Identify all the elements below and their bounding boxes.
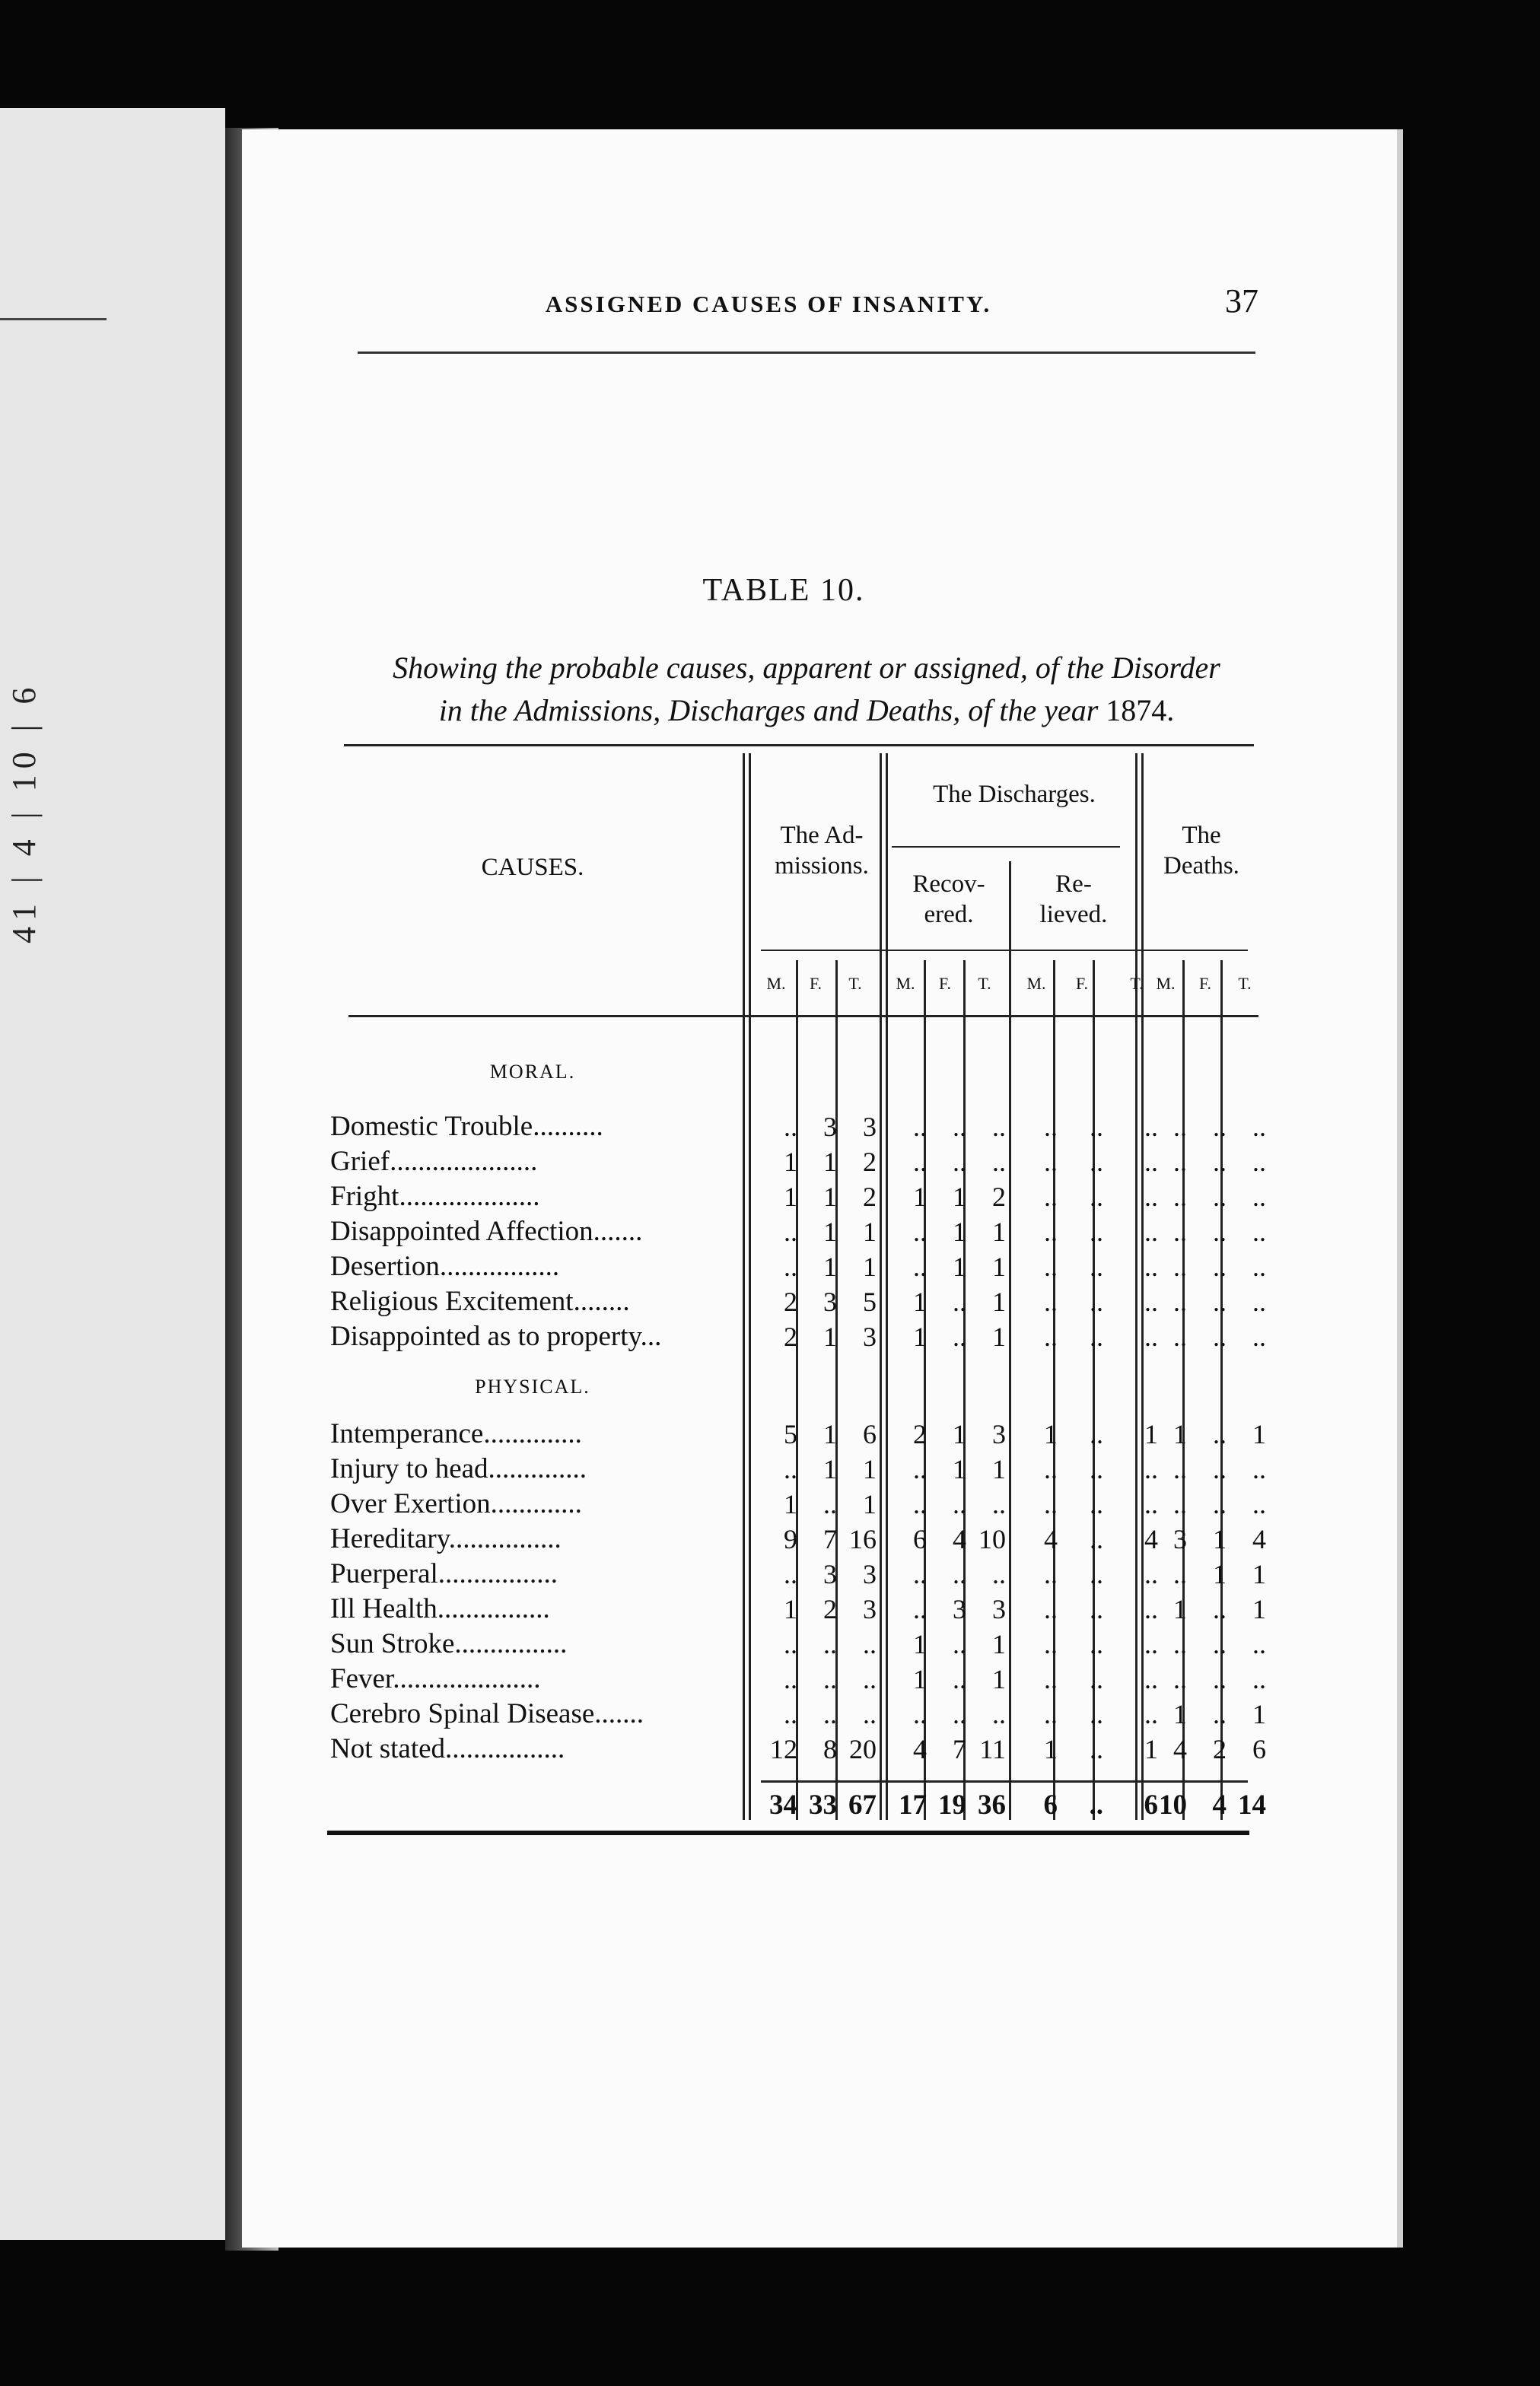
table-cell: .. bbox=[913, 1594, 927, 1624]
table-cell: 2 bbox=[863, 1182, 877, 1212]
table-cell: 1 bbox=[863, 1252, 877, 1282]
column-rule bbox=[880, 753, 882, 1820]
table-cell: .. bbox=[1090, 1594, 1103, 1624]
table-cell: .. bbox=[1213, 1594, 1227, 1624]
cause-label: Cerebro Spinal Disease....... bbox=[330, 1698, 644, 1729]
table-cell: 2 bbox=[992, 1182, 1006, 1212]
table-cell: .. bbox=[1090, 1287, 1103, 1317]
table-cell: .. bbox=[1252, 1322, 1266, 1352]
table-cell: .. bbox=[1044, 1322, 1058, 1352]
table-cell: 1 bbox=[953, 1419, 966, 1449]
table-cell: .. bbox=[823, 1629, 837, 1659]
total-cell: 34 bbox=[769, 1790, 797, 1821]
table-cell: .. bbox=[1213, 1182, 1227, 1212]
table-top-rule bbox=[344, 744, 1254, 746]
table-cell: .. bbox=[913, 1559, 927, 1589]
admissions-header-line-2: missions. bbox=[775, 852, 869, 880]
causes-header: CAUSES. bbox=[481, 854, 584, 881]
table-cell: .. bbox=[1090, 1322, 1103, 1352]
table-cell: .. bbox=[913, 1454, 927, 1484]
table-cell: .. bbox=[992, 1489, 1006, 1519]
table-cell: .. bbox=[1213, 1454, 1227, 1484]
table-cell: 9 bbox=[784, 1524, 797, 1554]
table-cell: 1 bbox=[1173, 1699, 1187, 1729]
table-cell: .. bbox=[913, 1217, 927, 1247]
table-cell: .. bbox=[823, 1489, 837, 1519]
facing-page-rule bbox=[0, 318, 107, 320]
table-cell: 1 bbox=[1213, 1559, 1227, 1589]
table-cell: 2 bbox=[1213, 1734, 1227, 1764]
recovered-header-line-2: ered. bbox=[924, 901, 974, 928]
table-cell: 2 bbox=[784, 1322, 797, 1352]
table-cell: .. bbox=[913, 1112, 927, 1142]
table-cell: .. bbox=[1252, 1287, 1266, 1317]
facing-page bbox=[0, 108, 225, 2240]
discharges-header: The Discharges. bbox=[933, 781, 1096, 808]
cause-label: Domestic Trouble.......... bbox=[330, 1111, 603, 1142]
table-cell: 1 bbox=[784, 1594, 797, 1624]
table-cell: 1 bbox=[1252, 1559, 1266, 1589]
table-cell: .. bbox=[953, 1112, 966, 1142]
table-cell: .. bbox=[1144, 1252, 1158, 1282]
subheader-cell: T. bbox=[1130, 974, 1144, 993]
table-cell: 3 bbox=[1173, 1524, 1187, 1554]
cause-label: Ill Health................ bbox=[330, 1593, 550, 1624]
table-cell: 2 bbox=[863, 1147, 877, 1177]
total-cell: 6 bbox=[1144, 1790, 1158, 1821]
table-cell: .. bbox=[1173, 1322, 1187, 1352]
cause-label: Disappointed as to property... bbox=[330, 1321, 662, 1352]
cause-label: Not stated................. bbox=[330, 1733, 565, 1764]
table-cell: 1 bbox=[784, 1489, 797, 1519]
column-rule bbox=[749, 753, 751, 1820]
table-cell: .. bbox=[1173, 1454, 1187, 1484]
table-cell: .. bbox=[784, 1252, 797, 1282]
table-cell: .. bbox=[1144, 1182, 1158, 1212]
table-cell: 1 bbox=[953, 1454, 966, 1484]
table-cell: 1 bbox=[1252, 1419, 1266, 1449]
total-cell: 4 bbox=[1212, 1790, 1227, 1821]
page-number: 37 bbox=[1225, 282, 1258, 320]
caption-year: 1874. bbox=[1106, 693, 1175, 727]
recovered-header-line-1: Recov- bbox=[912, 870, 985, 898]
table-cell: 16 bbox=[849, 1524, 877, 1554]
table-cell: 2 bbox=[823, 1594, 837, 1624]
subheader-cell: F. bbox=[810, 974, 822, 993]
table-cell: .. bbox=[1144, 1559, 1158, 1589]
table-cell: 20 bbox=[849, 1734, 877, 1764]
table-cell: 1 bbox=[953, 1252, 966, 1282]
table-cell: .. bbox=[913, 1147, 927, 1177]
table-cell: .. bbox=[1090, 1489, 1103, 1519]
table-cell: 1 bbox=[1252, 1699, 1266, 1729]
table-cell: 4 bbox=[1173, 1734, 1187, 1764]
table-cell: 1 bbox=[992, 1629, 1006, 1659]
table-cell: .. bbox=[784, 1699, 797, 1729]
facing-page-edge-text: 41 | 4 | 10 | 6 bbox=[5, 681, 43, 943]
cause-label: Religious Excitement........ bbox=[330, 1286, 630, 1317]
table-cell: .. bbox=[1213, 1252, 1227, 1282]
table-cell: .. bbox=[1044, 1454, 1058, 1484]
table-cell: .. bbox=[1213, 1217, 1227, 1247]
table-cell: .. bbox=[1252, 1489, 1266, 1519]
totals-rule bbox=[761, 1780, 1248, 1783]
table-cell: .. bbox=[1173, 1559, 1187, 1589]
table-cell: .. bbox=[1090, 1559, 1103, 1589]
cause-label: Over Exertion............. bbox=[330, 1488, 582, 1519]
table-cell: 3 bbox=[823, 1287, 837, 1317]
table-cell: 1 bbox=[823, 1147, 837, 1177]
relieved-header bbox=[1017, 869, 1131, 930]
table-cell: .. bbox=[1213, 1322, 1227, 1352]
table-cell: 1 bbox=[992, 1217, 1006, 1247]
table-cell: .. bbox=[1044, 1252, 1058, 1282]
table-cell: .. bbox=[1213, 1664, 1227, 1694]
deaths-header-line-1: The bbox=[1182, 822, 1221, 849]
subheader-cell: T. bbox=[848, 974, 862, 993]
table-cell: .. bbox=[823, 1699, 837, 1729]
table-cell: .. bbox=[953, 1147, 966, 1177]
header-rule bbox=[358, 352, 1255, 354]
cause-label: Sun Stroke................ bbox=[330, 1628, 568, 1659]
table-cell: .. bbox=[992, 1112, 1006, 1142]
table-cell: 5 bbox=[784, 1419, 797, 1449]
table-cell: 1 bbox=[992, 1322, 1006, 1352]
subheader-rule bbox=[761, 950, 1248, 951]
table-cell: .. bbox=[1173, 1629, 1187, 1659]
table-cell: .. bbox=[1090, 1664, 1103, 1694]
discharges-rule bbox=[892, 846, 1120, 848]
table-cell: .. bbox=[1044, 1112, 1058, 1142]
section-title: PHYSICAL. bbox=[475, 1376, 590, 1398]
table-cell: 5 bbox=[863, 1287, 877, 1317]
table-cell: 1 bbox=[823, 1217, 837, 1247]
table-cell: 1 bbox=[913, 1322, 927, 1352]
table-cell: 11 bbox=[979, 1734, 1006, 1764]
table-cell: .. bbox=[1173, 1112, 1187, 1142]
table-cell: 4 bbox=[1252, 1524, 1266, 1554]
table-cell: .. bbox=[953, 1287, 966, 1317]
cause-label: Fever..................... bbox=[330, 1663, 541, 1694]
table-cell: 1 bbox=[913, 1287, 927, 1317]
table-cell: .. bbox=[1090, 1524, 1103, 1554]
table-cell: .. bbox=[1252, 1217, 1266, 1247]
table-cell: 1 bbox=[1173, 1594, 1187, 1624]
table-cell: .. bbox=[953, 1629, 966, 1659]
table-cell: .. bbox=[1044, 1217, 1058, 1247]
table-cell: .. bbox=[953, 1489, 966, 1519]
table-caption bbox=[335, 647, 1278, 732]
table-cell: .. bbox=[1213, 1112, 1227, 1142]
table-cell: .. bbox=[863, 1629, 877, 1659]
table-cell: .. bbox=[1044, 1489, 1058, 1519]
table-cell: .. bbox=[1252, 1182, 1266, 1212]
table-cell: .. bbox=[913, 1252, 927, 1282]
table-cell: 3 bbox=[863, 1322, 877, 1352]
caption-line-1: Showing the probable causes, apparent or assigned, of the Disorder bbox=[393, 651, 1220, 685]
table-cell: .. bbox=[1213, 1629, 1227, 1659]
table-cell: 1 bbox=[1252, 1594, 1266, 1624]
table-cell: .. bbox=[1173, 1147, 1187, 1177]
table-cell: 3 bbox=[863, 1559, 877, 1589]
subheader-cell: T. bbox=[978, 974, 991, 993]
table-cell: .. bbox=[1144, 1454, 1158, 1484]
table-cell: .. bbox=[784, 1664, 797, 1694]
table-cell: .. bbox=[784, 1559, 797, 1589]
table-cell: 1 bbox=[953, 1182, 966, 1212]
table-cell: .. bbox=[992, 1559, 1006, 1589]
table-cell: .. bbox=[1090, 1147, 1103, 1177]
table-cell: 2 bbox=[913, 1419, 927, 1449]
table-cell: .. bbox=[1090, 1699, 1103, 1729]
table-cell: 1 bbox=[992, 1287, 1006, 1317]
table-cell: 3 bbox=[953, 1594, 966, 1624]
table-cell: 4 bbox=[1144, 1524, 1158, 1554]
table-cell: .. bbox=[1044, 1182, 1058, 1212]
table-cell: 6 bbox=[913, 1524, 927, 1554]
running-title: ASSIGNED CAUSES OF INSANITY. bbox=[545, 291, 992, 317]
table-cell: .. bbox=[1144, 1664, 1158, 1694]
table-cell: .. bbox=[1144, 1217, 1158, 1247]
table-cell: 1 bbox=[1044, 1419, 1058, 1449]
cause-label: Fright.................... bbox=[330, 1181, 540, 1212]
table-cell: .. bbox=[1044, 1287, 1058, 1317]
table-cell: .. bbox=[863, 1699, 877, 1729]
subheader-cell: M. bbox=[1156, 974, 1176, 993]
section-title: MORAL. bbox=[489, 1061, 576, 1083]
table-cell: .. bbox=[953, 1322, 966, 1352]
total-cell: 10 bbox=[1159, 1790, 1187, 1821]
table-cell: .. bbox=[1090, 1734, 1103, 1764]
admissions-header-line-1: The Ad- bbox=[780, 822, 864, 849]
cause-label: Injury to head.............. bbox=[330, 1453, 587, 1484]
table-cell: .. bbox=[1044, 1629, 1058, 1659]
table-cell: 1 bbox=[863, 1217, 877, 1247]
table-cell: .. bbox=[1144, 1489, 1158, 1519]
table-cell: 3 bbox=[823, 1112, 837, 1142]
table-cell: .. bbox=[1090, 1252, 1103, 1282]
table-cell: .. bbox=[1090, 1419, 1103, 1449]
table-cell: .. bbox=[1144, 1112, 1158, 1142]
table-cell: 3 bbox=[863, 1112, 877, 1142]
table-cell: .. bbox=[1090, 1182, 1103, 1212]
total-cell: 6 bbox=[1043, 1790, 1058, 1821]
table-cell: .. bbox=[913, 1699, 927, 1729]
cause-label: Puerperal................. bbox=[330, 1558, 558, 1589]
subheader-cell: M. bbox=[1026, 974, 1046, 993]
table-cell: .. bbox=[1044, 1699, 1058, 1729]
table-cell: .. bbox=[1252, 1252, 1266, 1282]
cause-label: Desertion................. bbox=[330, 1251, 560, 1282]
table-cell: .. bbox=[1144, 1594, 1158, 1624]
table-cell: .. bbox=[1044, 1559, 1058, 1589]
table-cell: .. bbox=[1044, 1594, 1058, 1624]
table-cell: .. bbox=[1252, 1454, 1266, 1484]
table-cell: 1 bbox=[1044, 1734, 1058, 1764]
deaths-header-line-2: Deaths. bbox=[1163, 852, 1239, 880]
table-cell: .. bbox=[1213, 1147, 1227, 1177]
relieved-header-line-2: lieved. bbox=[1039, 901, 1108, 928]
table-cell: 3 bbox=[992, 1419, 1006, 1449]
table-cell: .. bbox=[863, 1664, 877, 1694]
table-title: TABLE 10. bbox=[702, 573, 865, 608]
recovered-header bbox=[892, 869, 1006, 930]
table-cell: .. bbox=[1144, 1322, 1158, 1352]
total-cell: 14 bbox=[1238, 1790, 1266, 1821]
column-rule bbox=[1009, 861, 1011, 1820]
table-cell: 1 bbox=[1144, 1419, 1158, 1449]
admissions-header bbox=[753, 820, 890, 881]
total-cell: 19 bbox=[938, 1790, 966, 1821]
table-cell: 12 bbox=[770, 1734, 797, 1764]
table-cell: .. bbox=[1252, 1147, 1266, 1177]
table-cell: .. bbox=[784, 1629, 797, 1659]
table-cell: 1 bbox=[1213, 1524, 1227, 1554]
caption-line-2 bbox=[335, 689, 1278, 732]
table-cell: .. bbox=[1213, 1699, 1227, 1729]
table-cell: .. bbox=[1144, 1147, 1158, 1177]
table-cell: 6 bbox=[1252, 1734, 1266, 1764]
table-cell: .. bbox=[1090, 1454, 1103, 1484]
table-cell: 1 bbox=[992, 1454, 1006, 1484]
table-header-rule bbox=[348, 1015, 1258, 1017]
table-cell: .. bbox=[1090, 1217, 1103, 1247]
total-cell: 67 bbox=[848, 1790, 877, 1821]
table-cell: 1 bbox=[913, 1182, 927, 1212]
table-cell: 3 bbox=[863, 1594, 877, 1624]
table-cell: .. bbox=[1252, 1112, 1266, 1142]
table-cell: .. bbox=[784, 1112, 797, 1142]
total-cell: .. bbox=[1089, 1790, 1103, 1821]
table-cell: .. bbox=[992, 1699, 1006, 1729]
table-cell: 4 bbox=[1044, 1524, 1058, 1554]
table-cell: 3 bbox=[823, 1559, 837, 1589]
table-cell: 1 bbox=[913, 1664, 927, 1694]
page-edge bbox=[1397, 129, 1403, 2248]
deaths-header bbox=[1144, 820, 1258, 881]
table-cell: .. bbox=[1252, 1629, 1266, 1659]
table-cell: 1 bbox=[992, 1252, 1006, 1282]
table-cell: 1 bbox=[823, 1322, 837, 1352]
table-cell: .. bbox=[1090, 1629, 1103, 1659]
table-cell: .. bbox=[953, 1664, 966, 1694]
table-cell: 1 bbox=[863, 1489, 877, 1519]
cause-label: Disappointed Affection....... bbox=[330, 1216, 643, 1247]
table-cell: 8 bbox=[823, 1734, 837, 1764]
table-cell: 1 bbox=[1173, 1419, 1187, 1449]
total-cell: 33 bbox=[809, 1790, 837, 1821]
total-cell: 17 bbox=[899, 1790, 927, 1821]
table-cell: 1 bbox=[784, 1182, 797, 1212]
caption-line-2-text: in the Admissions, Discharges and Deaths, of the year bbox=[438, 693, 1099, 727]
table-cell: .. bbox=[1090, 1112, 1103, 1142]
table-cell: 2 bbox=[784, 1287, 797, 1317]
column-rule bbox=[743, 753, 745, 1820]
subheader-cell: T. bbox=[1238, 974, 1252, 993]
table-cell: 1 bbox=[784, 1147, 797, 1177]
table-cell: .. bbox=[913, 1489, 927, 1519]
table-cell: .. bbox=[1173, 1489, 1187, 1519]
relieved-header-line-1: Re- bbox=[1055, 870, 1092, 898]
table-cell: .. bbox=[1044, 1664, 1058, 1694]
cause-label: Hereditary................ bbox=[330, 1523, 562, 1554]
table-cell: 1 bbox=[823, 1419, 837, 1449]
table-cell: .. bbox=[1213, 1489, 1227, 1519]
table-cell: .. bbox=[953, 1699, 966, 1729]
subheader-cell: M. bbox=[896, 974, 915, 993]
table-cell: 10 bbox=[978, 1524, 1006, 1554]
table-cell: .. bbox=[992, 1147, 1006, 1177]
table-cell: .. bbox=[1213, 1287, 1227, 1317]
table-cell: .. bbox=[1173, 1664, 1187, 1694]
table-bottom-rule bbox=[327, 1831, 1249, 1835]
cause-label: Grief..................... bbox=[330, 1146, 538, 1177]
table-cell: 3 bbox=[992, 1594, 1006, 1624]
table-cell: 1 bbox=[992, 1664, 1006, 1694]
table-cell: .. bbox=[1144, 1629, 1158, 1659]
table-cell: 4 bbox=[913, 1734, 927, 1764]
table-cell: 1 bbox=[913, 1629, 927, 1659]
table-cell: 1 bbox=[823, 1454, 837, 1484]
table-cell: 4 bbox=[953, 1524, 966, 1554]
table-cell: .. bbox=[784, 1217, 797, 1247]
table-cell: 1 bbox=[953, 1217, 966, 1247]
subheader-cell: F. bbox=[1199, 974, 1211, 993]
table-cell: .. bbox=[1173, 1217, 1187, 1247]
table-cell: .. bbox=[1144, 1699, 1158, 1729]
subheader-cell: F. bbox=[1076, 974, 1088, 993]
table-cell: .. bbox=[784, 1454, 797, 1484]
table-cell: .. bbox=[953, 1559, 966, 1589]
table-cell: .. bbox=[1173, 1182, 1187, 1212]
table-cell: 1 bbox=[1144, 1734, 1158, 1764]
table-cell: 6 bbox=[863, 1419, 877, 1449]
total-cell: 36 bbox=[978, 1790, 1006, 1821]
table-cell: 7 bbox=[953, 1734, 966, 1764]
table-cell: .. bbox=[1213, 1419, 1227, 1449]
table-cell: .. bbox=[1173, 1252, 1187, 1282]
table-cell: 1 bbox=[863, 1454, 877, 1484]
cause-label: Intemperance.............. bbox=[330, 1418, 582, 1449]
table-cell: .. bbox=[1144, 1287, 1158, 1317]
table-cell: .. bbox=[1252, 1664, 1266, 1694]
subheader-cell: F. bbox=[939, 974, 951, 993]
subheader-cell: M. bbox=[766, 974, 786, 993]
table-cell: 7 bbox=[823, 1524, 837, 1554]
table-cell: 1 bbox=[823, 1252, 837, 1282]
table-cell: 1 bbox=[823, 1182, 837, 1212]
table-cell: .. bbox=[823, 1664, 837, 1694]
table-cell: .. bbox=[1044, 1147, 1058, 1177]
table-cell: .. bbox=[1173, 1287, 1187, 1317]
